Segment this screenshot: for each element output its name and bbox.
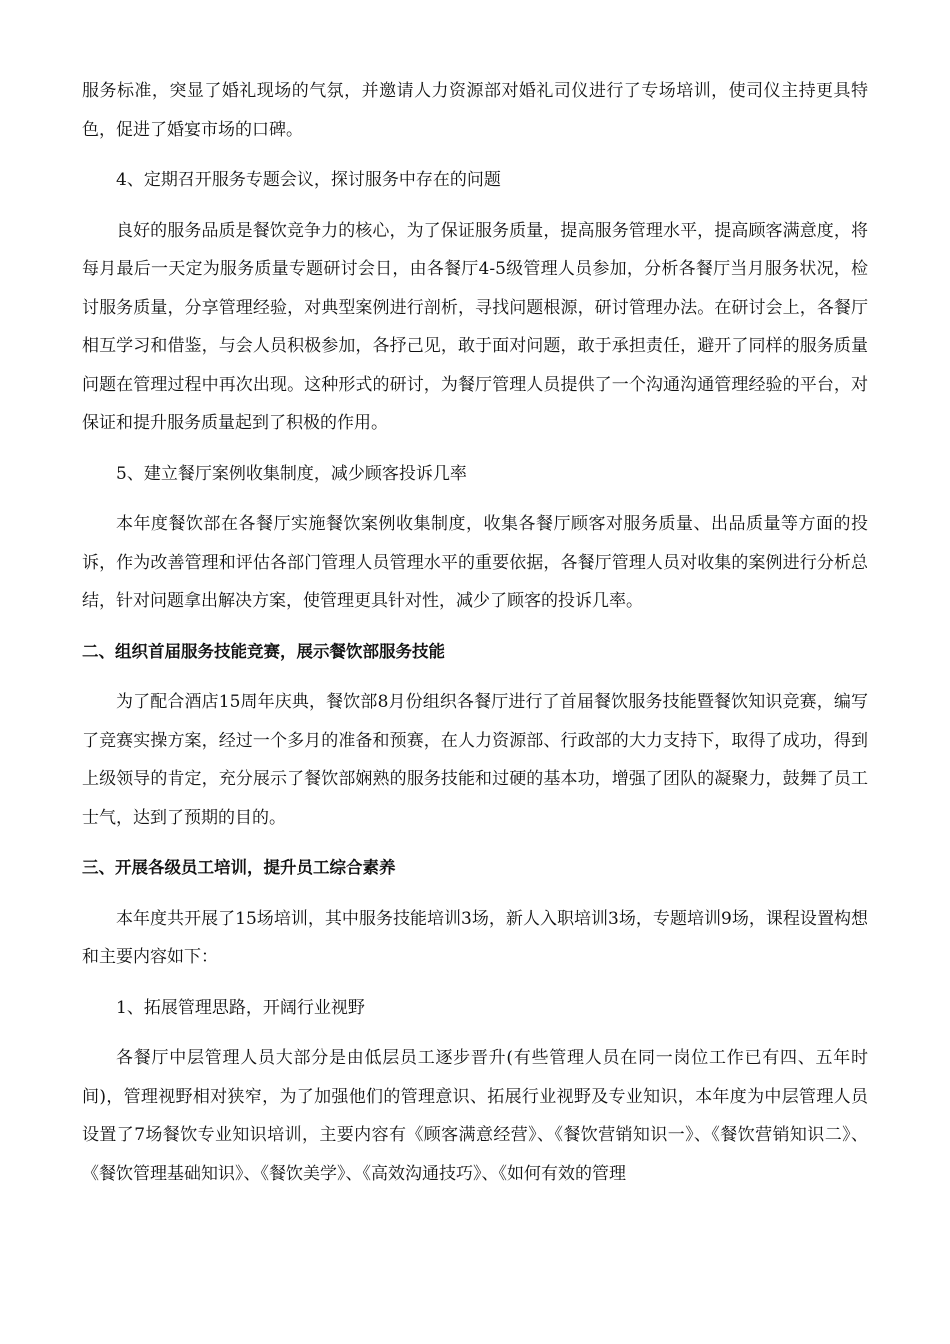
subheading-1: 1、拓展管理思路，开阔行业视野: [116, 997, 365, 1018]
document-page: [82, 72, 868, 1193]
paragraph-service-meeting: 良好的服务品质是餐饮竞争力的核心，为了保证服务质量，提高服务管理水平，提高顾客满意度，将每月最后一天定为服务质量专题研讨会日，由各餐厅4-5级管理人员参加，分析各餐厅当月服务状况，检讨服务质量，分享管理经验，对典型案例进行剖析，寻找问题根源，研讨管理办法。在研讨会上，各餐厅相互学习和借鉴，与会人员积极参加，各抒己见，敢于面对问题，敢于承担责任，避开了同样的服务质量问题在管理过程中再次出现。这种形式的研讨，为餐厅管理人员提供了一个沟通沟通管理经验的平台，对保证和提升服务质量起到了积极的作用。: [82, 220, 868, 433]
paragraph-skill-competition: 为了配合酒店15周年庆典，餐饮部8月份组织各餐厅进行了首届餐饮服务技能暨餐饮知识竞赛，编写了竞赛实操方案，经过一个多月的准备和预赛，在人力资源部、行政部的大力支持下，取得了成功，得到上级领导的肯定，充分展示了餐饮部娴熟的服务技能和过硬的基本功，增强了团队的凝聚力，鼓舞了员工士气，达到了预期的目的。: [82, 692, 868, 828]
continuation-paragraph: 服务标准，突显了婚礼现场的气氛，并邀请人力资源部对婚礼司仪进行了专场培训，使司仪主持更具特色，促进了婚宴市场的口碑。: [82, 81, 868, 140]
section-heading-2: 二、组织首届服务技能竞赛，展示餐饮部服务技能: [82, 641, 445, 661]
subheading-5: 5、建立餐厅案例收集制度，减少顾客投诉几率: [116, 463, 467, 484]
paragraph-case-collection: 本年度餐饮部在各餐厅实施餐饮案例收集制度，收集各餐厅顾客对服务质量、出品质量等方面的投诉，作为改善管理和评估各部门管理人员管理水平的重要依据，各餐厅管理人员对收集的案例进行分析总结，针对问题拿出解决方案，使管理更具针对性，减少了顾客的投诉几率。: [82, 514, 868, 611]
subheading-4: 4、定期召开服务专题会议，探讨服务中存在的问题: [116, 170, 501, 190]
paragraph-management-training: 各餐厅中层管理人员大部分是由低层员工逐步晋升(有些管理人员在同一岗位工作已有四、五年时间)，管理视野相对狭窄，为了加强他们的管理意识、拓展行业视野及专业知识，本年度为中层管理人员设置了7场餐饮专业知识培训，主要内容有《顾客满意经营》、《餐饮营销知识一》、《餐饮营销知识二》、《餐饮管理基础知识》、《餐饮美学》、《高效沟通技巧》、《如何有效的管理: [82, 1048, 868, 1184]
section-heading-3: 三、开展各级员工培训，提升员工综合素养: [82, 858, 396, 877]
paragraph-training-summary: 本年度共开展了15场培训，其中服务技能培训3场，新人入职培训3场，专题培训9场，课程设置构想和主要内容如下：: [82, 908, 868, 967]
